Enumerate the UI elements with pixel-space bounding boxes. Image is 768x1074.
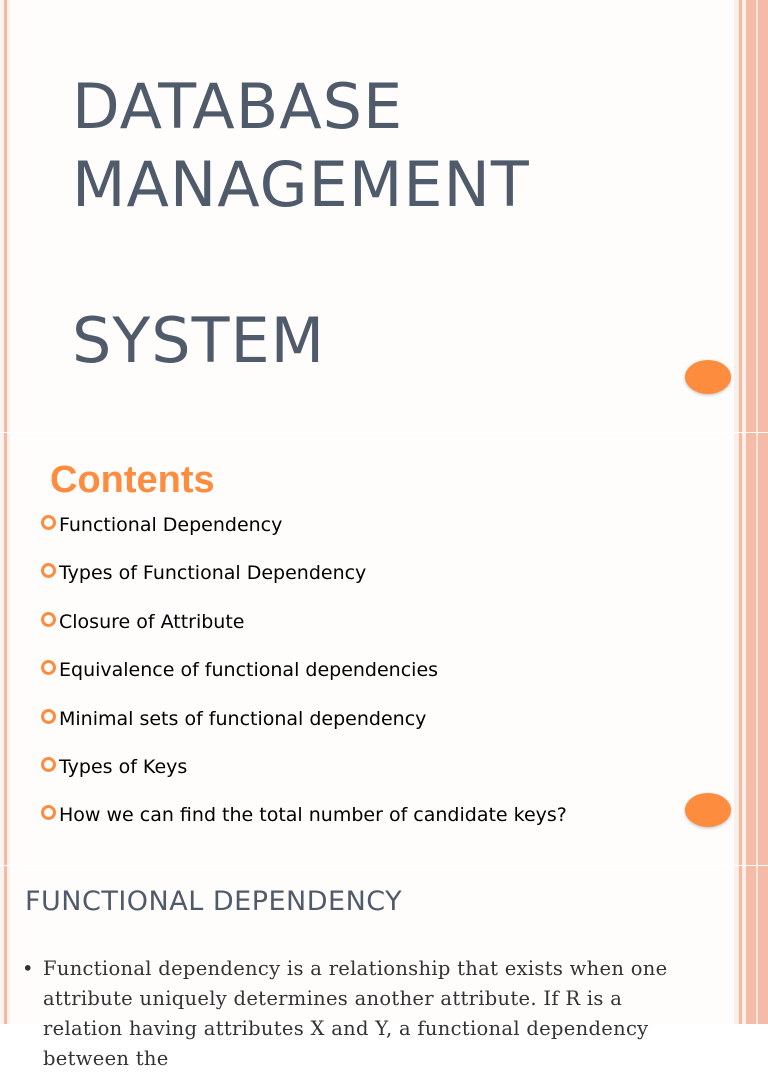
contents-heading: Contents — [50, 459, 215, 501]
list-item: Types of Functional Dependency — [40, 561, 567, 609]
list-item: Minimal sets of functional dependency — [40, 707, 567, 755]
bullet-icon — [41, 757, 56, 772]
list-item: How we can find the total number of candidate keys? — [40, 803, 567, 851]
title-line-1: DATABASE — [72, 70, 404, 143]
list-item: Types of Keys — [40, 755, 567, 803]
right-border — [734, 0, 768, 432]
right-border — [734, 866, 768, 1024]
bullet-icon — [41, 515, 56, 530]
presentation-title — [72, 68, 692, 380]
slide-heading: FUNCTIONAL DEPENDENCY — [25, 886, 403, 917]
bullet-icon — [41, 709, 56, 724]
left-border — [0, 433, 10, 865]
title-slide — [0, 0, 768, 432]
paragraph-text: Functional dependency is a relationship that exists when one attribute uniquely determines another attribute. If R is a relation having attributes X and Y, a functional dependency between the — [43, 957, 668, 1070]
bullet-icon — [41, 660, 56, 675]
contents-slide — [0, 433, 768, 865]
decorative-dot — [685, 793, 731, 827]
list-item: Functional Dependency — [40, 513, 567, 561]
bullet-icon — [41, 563, 56, 578]
decorative-dot — [685, 360, 731, 394]
contents-list — [40, 513, 567, 852]
bullet-dot-icon: • — [22, 957, 34, 980]
bullet-paragraph — [22, 954, 702, 1074]
left-border — [0, 866, 10, 1024]
title-line-3: SYSTEM — [72, 304, 326, 377]
left-border — [0, 0, 10, 432]
right-border — [734, 433, 768, 865]
functional-dependency-slide — [0, 866, 768, 1070]
title-line-2: MANAGEMENT — [72, 148, 530, 221]
bullet-icon — [41, 805, 56, 820]
bullet-icon — [41, 612, 56, 627]
list-item: Closure of Attribute — [40, 610, 567, 658]
list-item: Equivalence of functional dependencies — [40, 658, 567, 706]
